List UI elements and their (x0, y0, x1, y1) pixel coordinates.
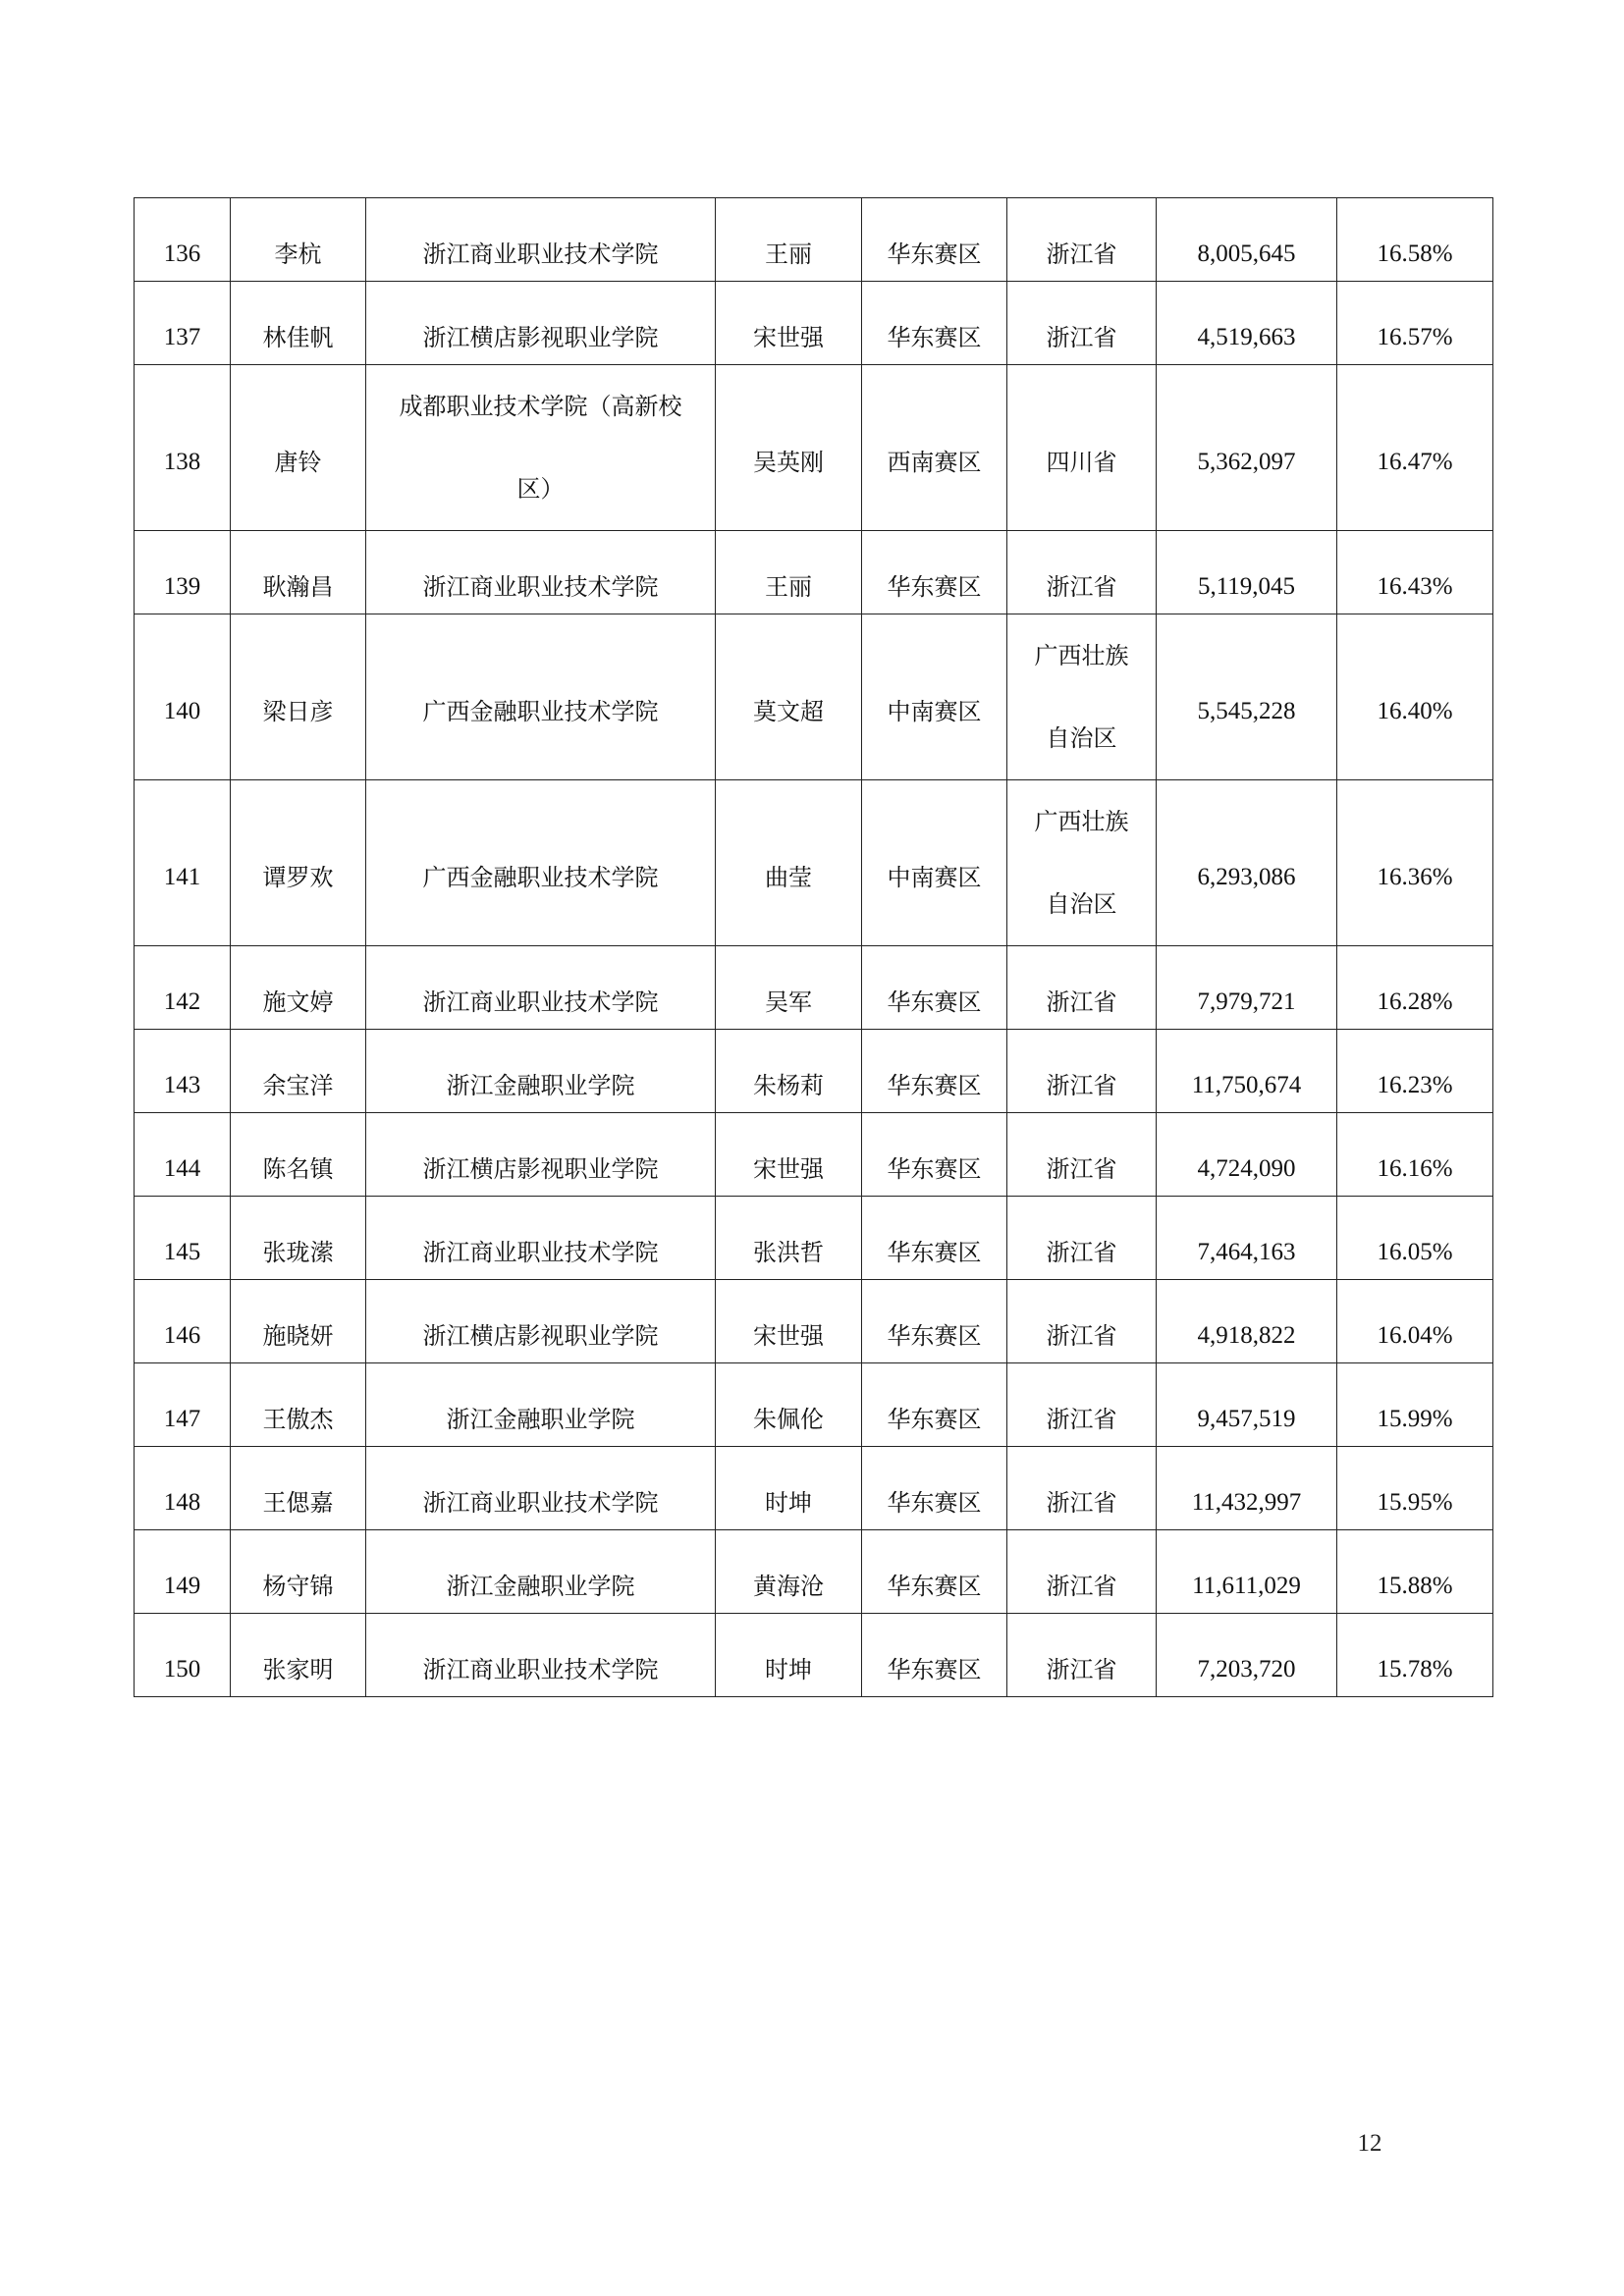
return-rate-cell: 16.28% (1337, 946, 1493, 1030)
return-rate-cell: 16.40% (1337, 614, 1493, 780)
school-cell: 浙江金融职业学院 (366, 1530, 716, 1614)
school-cell: 广西金融职业技术学院 (366, 780, 716, 946)
region-cell: 华东赛区 (862, 198, 1007, 282)
assets-cell: 5,362,097 (1157, 365, 1337, 531)
province-cell: 浙江省 (1007, 1030, 1157, 1113)
assets-cell: 7,464,163 (1157, 1197, 1337, 1280)
region-cell: 华东赛区 (862, 1030, 1007, 1113)
advisor-cell: 宋世强 (716, 1280, 862, 1363)
school-cell: 成都职业技术学院（高新校区） (366, 365, 716, 531)
return-rate-cell: 16.47% (1337, 365, 1493, 531)
return-rate-cell: 15.88% (1337, 1530, 1493, 1614)
student-name-cell: 杨守锦 (231, 1530, 366, 1614)
table-row (135, 198, 1493, 282)
student-name-cell: 张家明 (231, 1614, 366, 1697)
school-cell: 浙江金融职业学院 (366, 1363, 716, 1447)
province-cell: 四川省 (1007, 365, 1157, 531)
school-cell: 浙江金融职业学院 (366, 1030, 716, 1113)
table-row (135, 946, 1493, 1030)
rank-cell: 150 (135, 1614, 231, 1697)
rank-cell: 147 (135, 1363, 231, 1447)
advisor-cell: 莫文超 (716, 614, 862, 780)
rank-cell: 138 (135, 365, 231, 531)
assets-cell: 11,611,029 (1157, 1530, 1337, 1614)
return-rate-cell: 16.23% (1337, 1030, 1493, 1113)
region-cell: 华东赛区 (862, 282, 1007, 365)
table-row (135, 1030, 1493, 1113)
province-cell: 浙江省 (1007, 282, 1157, 365)
rank-cell: 148 (135, 1447, 231, 1530)
rank-cell: 144 (135, 1113, 231, 1197)
school-cell: 浙江商业职业技术学院 (366, 946, 716, 1030)
school-cell: 浙江横店影视职业学院 (366, 1280, 716, 1363)
assets-cell: 7,979,721 (1157, 946, 1337, 1030)
student-name-cell: 施文婷 (231, 946, 366, 1030)
region-cell: 华东赛区 (862, 1363, 1007, 1447)
advisor-cell: 时坤 (716, 1447, 862, 1530)
assets-cell: 4,918,822 (1157, 1280, 1337, 1363)
return-rate-cell: 15.78% (1337, 1614, 1493, 1697)
region-cell: 华东赛区 (862, 1113, 1007, 1197)
region-cell: 华东赛区 (862, 531, 1007, 614)
rank-cell: 137 (135, 282, 231, 365)
advisor-cell: 时坤 (716, 1614, 862, 1697)
province-cell: 浙江省 (1007, 1280, 1157, 1363)
page-number: 12 (1357, 2130, 1382, 2157)
table-row (135, 1614, 1493, 1697)
province-cell: 浙江省 (1007, 198, 1157, 282)
return-rate-cell: 16.16% (1337, 1113, 1493, 1197)
student-name-cell: 施晓妍 (231, 1280, 366, 1363)
table-row (135, 1280, 1493, 1363)
province-cell: 浙江省 (1007, 1614, 1157, 1697)
advisor-cell: 朱佩伦 (716, 1363, 862, 1447)
advisor-cell: 曲莹 (716, 780, 862, 946)
return-rate-cell: 16.05% (1337, 1197, 1493, 1280)
rank-cell: 140 (135, 614, 231, 780)
table-row (135, 531, 1493, 614)
table-body (135, 198, 1493, 1697)
region-cell: 华东赛区 (862, 1447, 1007, 1530)
table-row (135, 614, 1493, 780)
region-cell: 西南赛区 (862, 365, 1007, 531)
student-name-cell: 耿瀚昌 (231, 531, 366, 614)
rank-cell: 143 (135, 1030, 231, 1113)
school-cell: 浙江商业职业技术学院 (366, 198, 716, 282)
student-name-cell: 李杭 (231, 198, 366, 282)
advisor-cell: 朱杨莉 (716, 1030, 862, 1113)
region-cell: 华东赛区 (862, 1614, 1007, 1697)
assets-cell: 7,203,720 (1157, 1614, 1337, 1697)
student-name-cell: 谭罗欢 (231, 780, 366, 946)
advisor-cell: 吴英刚 (716, 365, 862, 531)
return-rate-cell: 16.36% (1337, 780, 1493, 946)
advisor-cell: 宋世强 (716, 1113, 862, 1197)
student-name-cell: 王傲杰 (231, 1363, 366, 1447)
student-name-cell: 唐铃 (231, 365, 366, 531)
table-row (135, 1113, 1493, 1197)
school-cell: 浙江横店影视职业学院 (366, 1113, 716, 1197)
school-cell: 浙江商业职业技术学院 (366, 1614, 716, 1697)
region-cell: 华东赛区 (862, 1197, 1007, 1280)
region-cell: 中南赛区 (862, 780, 1007, 946)
table-row (135, 1530, 1493, 1614)
table-row (135, 365, 1493, 531)
school-cell: 浙江横店影视职业学院 (366, 282, 716, 365)
return-rate-cell: 16.04% (1337, 1280, 1493, 1363)
region-cell: 华东赛区 (862, 1530, 1007, 1614)
assets-cell: 9,457,519 (1157, 1363, 1337, 1447)
assets-cell: 6,293,086 (1157, 780, 1337, 946)
ranking-table (134, 197, 1493, 1697)
rank-cell: 139 (135, 531, 231, 614)
advisor-cell: 王丽 (716, 531, 862, 614)
school-cell: 广西金融职业技术学院 (366, 614, 716, 780)
region-cell: 中南赛区 (862, 614, 1007, 780)
assets-cell: 8,005,645 (1157, 198, 1337, 282)
assets-cell: 11,432,997 (1157, 1447, 1337, 1530)
return-rate-cell: 16.43% (1337, 531, 1493, 614)
province-cell: 广西壮族自治区 (1007, 780, 1157, 946)
return-rate-cell: 15.99% (1337, 1363, 1493, 1447)
school-cell: 浙江商业职业技术学院 (366, 1447, 716, 1530)
table-row (135, 1197, 1493, 1280)
return-rate-cell: 16.57% (1337, 282, 1493, 365)
return-rate-cell: 16.58% (1337, 198, 1493, 282)
province-cell: 浙江省 (1007, 1113, 1157, 1197)
school-cell: 浙江商业职业技术学院 (366, 1197, 716, 1280)
province-cell: 浙江省 (1007, 1447, 1157, 1530)
table-row (135, 1363, 1493, 1447)
school-cell: 浙江商业职业技术学院 (366, 531, 716, 614)
advisor-cell: 吴军 (716, 946, 862, 1030)
assets-cell: 4,519,663 (1157, 282, 1337, 365)
rank-cell: 146 (135, 1280, 231, 1363)
advisor-cell: 宋世强 (716, 282, 862, 365)
province-cell: 浙江省 (1007, 1363, 1157, 1447)
student-name-cell: 张珑潆 (231, 1197, 366, 1280)
rank-cell: 145 (135, 1197, 231, 1280)
province-cell: 浙江省 (1007, 1530, 1157, 1614)
region-cell: 华东赛区 (862, 1280, 1007, 1363)
student-name-cell: 梁日彦 (231, 614, 366, 780)
table-row (135, 1447, 1493, 1530)
advisor-cell: 黄海沧 (716, 1530, 862, 1614)
rank-cell: 136 (135, 198, 231, 282)
assets-cell: 5,545,228 (1157, 614, 1337, 780)
rank-cell: 149 (135, 1530, 231, 1614)
table-row (135, 282, 1493, 365)
province-cell: 广西壮族自治区 (1007, 614, 1157, 780)
region-cell: 华东赛区 (862, 946, 1007, 1030)
advisor-cell: 王丽 (716, 198, 862, 282)
province-cell: 浙江省 (1007, 946, 1157, 1030)
return-rate-cell: 15.95% (1337, 1447, 1493, 1530)
student-name-cell: 王偲嘉 (231, 1447, 366, 1530)
assets-cell: 4,724,090 (1157, 1113, 1337, 1197)
rank-cell: 142 (135, 946, 231, 1030)
student-name-cell: 陈名镇 (231, 1113, 366, 1197)
student-name-cell: 林佳帆 (231, 282, 366, 365)
province-cell: 浙江省 (1007, 531, 1157, 614)
table-row (135, 780, 1493, 946)
advisor-cell: 张洪哲 (716, 1197, 862, 1280)
province-cell: 浙江省 (1007, 1197, 1157, 1280)
rank-cell: 141 (135, 780, 231, 946)
assets-cell: 11,750,674 (1157, 1030, 1337, 1113)
student-name-cell: 余宝洋 (231, 1030, 366, 1113)
assets-cell: 5,119,045 (1157, 531, 1337, 614)
